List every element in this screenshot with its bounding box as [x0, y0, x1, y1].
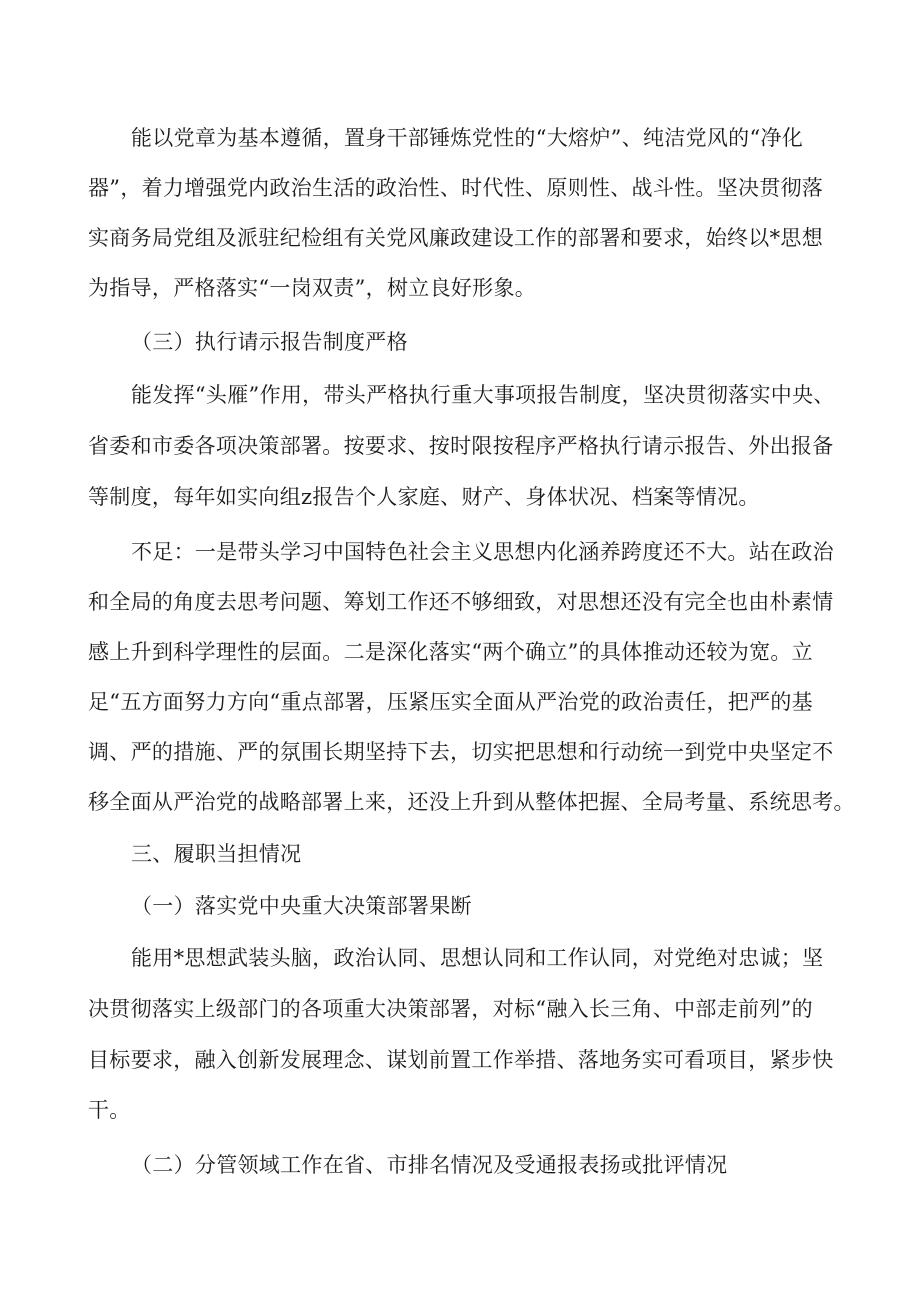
paragraph-line: 感上升到科学理性的层面。二是深化落实“两个确立”的具体推动还较为宽。立	[88, 640, 813, 664]
section-heading: （二）分管领域工作在省、市排名情况及受通报表扬或批评情况	[131, 1153, 728, 1177]
section-heading: 三、履职当担情况	[131, 842, 302, 866]
paragraph-line: 干。	[88, 1098, 131, 1122]
paragraph-line: 能以党章为基本遵循，置身干部锤炼党性的“大熔炉”、纯洁党风的“净化	[131, 126, 804, 150]
paragraph-line: 和全局的角度去思考问题、筹划工作还不够细致，对思想还没有完全也由朴素情	[88, 590, 834, 614]
section-heading: （一）落实党中央重大决策部署果断	[131, 894, 472, 918]
paragraph-line: 移全面从严治党的战略部署上来，还没上升到从整体把握、全局考量、系统思考。	[88, 790, 855, 814]
paragraph-line: 能用*思想武装头脑，政治认同、思想认同和工作认同，对党绝对忠诚；坚	[131, 946, 824, 970]
paragraph-line: 足“五方面努力方向“重点部署，压紧压实全面从严治党的政治责任，把严的基	[88, 690, 813, 714]
section-heading: （三）执行请示报告制度严格	[131, 330, 408, 354]
paragraph-line: 能发挥“头雁”作用，带头严格执行重大事项报告制度，坚决贯彻落实中央、	[131, 383, 835, 407]
paragraph-line: 不足：一是带头学习中国特色社会主义思想内化涵养跨度还不大。站在政治	[131, 540, 834, 564]
paragraph-line: 为指导，严格落实“一岗双责”，树立良好形象。	[88, 276, 537, 300]
paragraph-line: 实商务局党组及派驻纪检组有关党风廉政建设工作的部署和要求，始终以*思想	[88, 226, 823, 250]
paragraph-line: 决贯彻落实上级部门的各项重大决策部署，对标“融入长三角、中部走前列”的	[88, 997, 813, 1021]
paragraph-line: 目标要求，融入创新发展理念、谋划前置工作举措、落地务实可看项目，紧步快	[88, 1048, 834, 1072]
paragraph-line: 器”，着力增强党内政治生活的政治性、时代性、原则性、战斗性。坚决贯彻落	[88, 176, 824, 200]
paragraph-line: 等制度，每年如实向组z报告个人家庭、财产、身体状况、档案等情况。	[88, 485, 760, 509]
paragraph-line: 省委和市委各项决策部署。按要求、按时限按程序严格执行请示报告、外出报备	[88, 434, 834, 458]
paragraph-line: 调、严的措施、严的氛围长期坚持下去，切实把思想和行动统一到党中央坚定不	[88, 740, 834, 764]
